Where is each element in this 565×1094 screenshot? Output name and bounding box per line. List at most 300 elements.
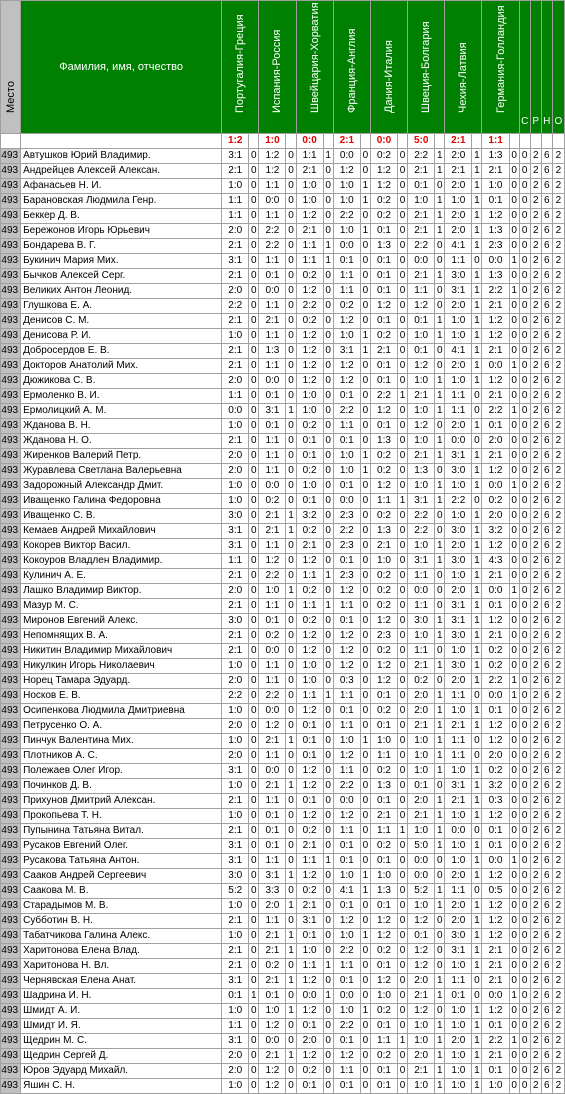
points-cell: 0 [249,404,259,419]
points-cell: 1 [435,1019,445,1034]
points-cell: 1 [472,359,482,374]
stat-cell: 2 [552,824,564,839]
stat-cell: 2 [530,1004,541,1019]
participant-row [1,449,565,464]
participant-row [1,839,565,854]
prediction-cell: 2:1 [408,269,435,284]
points-cell: 1 [472,899,482,914]
place-cell: 493 [1,674,21,689]
points-cell: 0 [323,209,333,224]
points-cell: 0 [323,869,333,884]
place-cell: 493 [1,644,21,659]
place-cell: 493 [1,794,21,809]
participant-name: Сааков Андрей Сергеевич [21,869,222,884]
place-cell: 493 [1,494,21,509]
points-cell: 0 [360,524,370,539]
points-cell: 1 [360,464,370,479]
prediction-cell: 0:2 [370,149,397,164]
participant-name: Жиренков Валерий Петр. [21,449,222,464]
prediction-cell: 0:1 [408,179,435,194]
place-cell: 493 [1,869,21,884]
points-cell: 0 [509,179,519,194]
prediction-cell: 0:2 [370,584,397,599]
stat-cell: 2 [552,314,564,329]
prediction-cell: 1:2 [482,614,509,629]
stat-cell: 2 [552,224,564,239]
prediction-cell: 2:1 [222,959,249,974]
points-cell: 1 [472,194,482,209]
stat-cell: 2 [530,899,541,914]
prediction-cell: 1:0 [445,509,472,524]
stat-cell: 2 [530,779,541,794]
points-cell: 1 [323,989,333,1004]
points-cell: 0 [323,719,333,734]
prediction-cell: 2:2 [222,299,249,314]
prediction-cell: 3:0 [222,509,249,524]
points-cell: 0 [435,509,445,524]
stat-cell: 2 [530,944,541,959]
stat-cell: 0 [519,284,530,299]
prediction-cell: 3:0 [408,614,435,629]
prediction-cell: 1:0 [445,644,472,659]
points-cell: 1 [472,659,482,674]
points-cell: 1 [509,854,519,869]
prediction-cell: 0:2 [259,494,286,509]
points-cell: 0 [398,899,408,914]
points-cell: 0 [249,494,259,509]
points-cell: 0 [249,629,259,644]
points-cell: 0 [323,779,333,794]
participant-row [1,614,565,629]
participant-row [1,254,565,269]
prediction-cell: 1:0 [333,449,360,464]
points-cell: 1 [360,344,370,359]
stat-cell: 6 [541,314,552,329]
prediction-cell: 1:0 [445,959,472,974]
prediction-cell: 2:2 [333,209,360,224]
points-cell: 0 [286,569,296,584]
prediction-cell: 1:0 [445,1019,472,1034]
points-cell: 0 [249,959,259,974]
points-cell: 1 [472,944,482,959]
prediction-cell: 0:1 [296,929,323,944]
prediction-cell: 2:3 [333,539,360,554]
points-cell: 0 [249,974,259,989]
prediction-cell: 2:3 [333,569,360,584]
prediction-cell: 1:2 [296,644,323,659]
prediction-cell: 3:0 [445,659,472,674]
prediction-cell: 0:1 [333,899,360,914]
points-cell: 0 [509,494,519,509]
stat-cell: 0 [519,389,530,404]
points-cell: 0 [286,989,296,1004]
participant-row [1,524,565,539]
prediction-cell: 0:1 [370,959,397,974]
stat-cell: 6 [541,1064,552,1079]
points-cell: 0 [249,1049,259,1064]
participant-row [1,734,565,749]
prediction-cell: 1:2 [370,404,397,419]
stat-cell: 6 [541,869,552,884]
participant-name: Норец Тамара Эдуард. [21,674,222,689]
points-cell: 1 [323,254,333,269]
points-cell: 0 [398,329,408,344]
prediction-cell: 1:0 [222,809,249,824]
points-cell: 0 [286,269,296,284]
prediction-cell: 1:1 [296,254,323,269]
participant-row [1,809,565,824]
points-cell: 0 [360,509,370,524]
prediction-cell: 1:1 [259,854,286,869]
points-cell: 0 [398,299,408,314]
points-cell: 1 [472,779,482,794]
stat-cell: 2 [530,389,541,404]
prediction-cell: 1:2 [370,179,397,194]
points-cell: 0 [398,1064,408,1079]
points-cell: 0 [323,644,333,659]
points-cell: 0 [286,374,296,389]
prediction-cell: 1:1 [222,389,249,404]
participant-row [1,374,565,389]
participant-name: Денисова Р. И. [21,329,222,344]
points-cell: 0 [286,914,296,929]
points-cell: 0 [286,254,296,269]
participant-row [1,539,565,554]
prediction-cell: 3:1 [445,944,472,959]
participant-row [1,749,565,764]
points-cell: 1 [435,899,445,914]
points-cell: 1 [435,194,445,209]
prediction-cell: 2:1 [259,929,286,944]
points-cell: 0 [398,239,408,254]
points-cell: 1 [472,764,482,779]
prediction-cell: 3:1 [445,449,472,464]
points-cell: 0 [323,614,333,629]
prediction-cell: 1:0 [222,659,249,674]
result-cell: 1:2 [222,134,249,149]
prediction-cell: 1:0 [408,629,435,644]
points-cell: 0 [360,959,370,974]
participant-name: Харитонова Н. Вл. [21,959,222,974]
points-cell: 0 [360,599,370,614]
stat-cell: 0 [519,929,530,944]
points-cell: 0 [249,824,259,839]
points-cell: 0 [360,1049,370,1064]
stat-cell: 2 [552,1019,564,1034]
stat-cell: 0 [519,1019,530,1034]
points-cell: 0 [249,794,259,809]
prediction-cell: 1:0 [222,704,249,719]
prediction-cell: 0:1 [333,1079,360,1094]
place-cell: 493 [1,614,21,629]
prediction-cell: 0:1 [370,899,397,914]
prediction-cell: 1:2 [482,314,509,329]
stat-cell: 2 [552,749,564,764]
stat-cell: 6 [541,149,552,164]
prediction-cell: 2:1 [445,719,472,734]
prediction-cell: 2:1 [408,224,435,239]
prediction-cell: 4:1 [445,344,472,359]
points-cell: 1 [472,239,482,254]
stat-cell: 6 [541,509,552,524]
stat-cell: 0 [519,1034,530,1049]
prediction-cell: 3:1 [445,284,472,299]
participant-row [1,944,565,959]
points-cell: 0 [249,149,259,164]
prediction-cell: 1:2 [296,329,323,344]
stat-cell: 2 [530,989,541,1004]
points-cell: 0 [360,974,370,989]
participant-row [1,584,565,599]
stat-cell: 0 [519,554,530,569]
participant-name: Докторов Анатолий Мих. [21,359,222,374]
prediction-cell: 1:0 [445,1049,472,1064]
participant-name: Ермолицкий А. М. [21,404,222,419]
points-cell: 1 [435,1034,445,1049]
stat-cell: 2 [530,1019,541,1034]
prediction-cell: 1:0 [408,824,435,839]
prediction-cell: 1:1 [259,659,286,674]
stat-cell: 2 [552,284,564,299]
prediction-cell: 1:1 [222,209,249,224]
prediction-cell: 0:2 [370,839,397,854]
prediction-cell: 2:0 [296,1034,323,1049]
stat-cell: 6 [541,209,552,224]
points-cell: 0 [323,359,333,374]
points-cell: 0 [360,689,370,704]
points-cell: 0 [323,674,333,689]
points-cell: 0 [323,794,333,809]
result-cell: 2:1 [445,134,472,149]
points-cell: 0 [360,479,370,494]
place-cell: 493 [1,599,21,614]
points-cell: 1 [435,719,445,734]
prediction-cell: 1:0 [333,869,360,884]
points-cell: 0 [360,794,370,809]
stat-cell: 2 [552,479,564,494]
prediction-cell: 2:2 [445,494,472,509]
prediction-cell: 0:1 [370,1019,397,1034]
prediction-cell: 2:1 [259,1049,286,1064]
prediction-cell: 0:1 [333,434,360,449]
points-cell: 0 [435,1004,445,1019]
points-cell: 0 [398,344,408,359]
stat-cell: 2 [552,899,564,914]
points-cell: 1 [435,614,445,629]
prediction-cell: 1:1 [445,884,472,899]
stat-cell: 2 [530,494,541,509]
prediction-cell: 0:1 [370,794,397,809]
participant-row [1,854,565,869]
points-cell: 0 [286,959,296,974]
prediction-cell: 0:1 [333,839,360,854]
points-cell: 0 [360,209,370,224]
prediction-cell: 1:1 [222,194,249,209]
prediction-cell: 0:0 [482,479,509,494]
stat-cell: 2 [552,419,564,434]
prediction-cell: 2:1 [222,644,249,659]
stat-cell: 6 [541,284,552,299]
place-cell: 493 [1,464,21,479]
points-cell: 0 [249,464,259,479]
stat-cell: 2 [552,929,564,944]
points-cell: 1 [472,149,482,164]
stat-cell: 6 [541,344,552,359]
points-cell: 0 [472,494,482,509]
prediction-cell: 0:2 [296,419,323,434]
prediction-cell: 0:2 [296,614,323,629]
prediction-cell: 2:0 [222,464,249,479]
participant-name: Задорожный Александр Дмит. [21,479,222,494]
stat-cell: 6 [541,959,552,974]
stat-cell: 2 [552,149,564,164]
points-cell: 0 [398,959,408,974]
points-cell: 0 [360,269,370,284]
points-cell: 0 [435,779,445,794]
points-cell: 1 [509,989,519,1004]
prediction-cell: 0:2 [296,314,323,329]
points-cell: 1 [509,689,519,704]
points-cell: 1 [509,284,519,299]
points-cell: 1 [435,1049,445,1064]
points-cell: 1 [435,404,445,419]
points-cell: 1 [360,734,370,749]
prediction-cell: 0:2 [296,524,323,539]
points-cell: 0 [360,554,370,569]
stat-cell: 2 [552,179,564,194]
prediction-cell: 1:0 [333,329,360,344]
points-cell: 0 [249,749,259,764]
prediction-cell: 0:0 [408,584,435,599]
prediction-cell: 1:2 [333,749,360,764]
prediction-cell: 2:0 [222,584,249,599]
stat-cell: 0 [519,539,530,554]
stat-cell: 6 [541,389,552,404]
prediction-cell: 1:2 [370,929,397,944]
place-cell: 493 [1,314,21,329]
prediction-cell: 1:0 [222,419,249,434]
prediction-cell: 2:1 [482,344,509,359]
prediction-cell: 0:2 [296,824,323,839]
points-cell: 1 [472,314,482,329]
prediction-cell: 1:2 [408,914,435,929]
stat-cell: 2 [552,869,564,884]
points-cell: 0 [323,974,333,989]
prediction-cell: 1:2 [370,914,397,929]
prediction-cell: 1:1 [259,359,286,374]
points-cell: 0 [286,359,296,374]
prediction-cell: 0:3 [333,674,360,689]
place-cell: 493 [1,884,21,899]
points-cell: 0 [323,449,333,464]
stat-cell: 2 [552,764,564,779]
points-cell: 0 [323,419,333,434]
prediction-cell: 1:2 [296,704,323,719]
stat-cell: 0 [519,404,530,419]
participant-row [1,629,565,644]
prediction-cell: 0:0 [408,254,435,269]
stat-cell: 2 [530,149,541,164]
prediction-cell: 1:2 [408,419,435,434]
prediction-cell: 2:1 [296,539,323,554]
prediction-cell: 1:0 [333,464,360,479]
points-cell: 1 [286,944,296,959]
prediction-cell: 2:2 [333,779,360,794]
points-cell: 0 [509,809,519,824]
participant-row [1,329,565,344]
points-cell: 0 [360,494,370,509]
points-cell: 0 [249,224,259,239]
prediction-cell: 0:0 [408,854,435,869]
stat-cell: 0 [519,719,530,734]
prediction-cell: 1:1 [333,719,360,734]
prediction-cell: 1:2 [296,764,323,779]
prediction-cell: 3:2 [482,779,509,794]
points-cell: 0 [286,344,296,359]
points-cell: 1 [360,884,370,899]
prediction-cell: 0:1 [370,359,397,374]
points-cell: 1 [472,809,482,824]
points-cell: 1 [472,794,482,809]
stat-cell: 2 [530,809,541,824]
prediction-cell: 3:1 [222,254,249,269]
prediction-cell: 1:0 [482,1079,509,1094]
stat-cell: 2 [530,434,541,449]
stat-cell: 2 [552,1049,564,1064]
prediction-cell: 0:2 [296,269,323,284]
prediction-cell: 0:2 [370,764,397,779]
points-cell: 0 [323,629,333,644]
points-cell: 1 [360,224,370,239]
points-cell: 0 [323,704,333,719]
stat-cell: 6 [541,704,552,719]
prediction-cell: 2:0 [222,719,249,734]
stat-cell: 2 [552,884,564,899]
place-cell: 493 [1,374,21,389]
prediction-cell: 1:1 [296,959,323,974]
points-cell: 1 [435,314,445,329]
points-cell: 1 [472,959,482,974]
actual-results-row [1,134,565,149]
points-cell: 0 [509,644,519,659]
stat-cell: 6 [541,794,552,809]
stat-cell: 2 [530,179,541,194]
points-cell: 0 [435,929,445,944]
participant-row [1,359,565,374]
place-cell: 493 [1,389,21,404]
points-cell: 0 [472,734,482,749]
prediction-cell: 2:1 [259,509,286,524]
place-cell: 493 [1,749,21,764]
points-cell: 0 [509,464,519,479]
prediction-cell: 3:0 [222,614,249,629]
points-cell: 0 [398,419,408,434]
prediction-cell: 0:2 [370,329,397,344]
participant-name: Прихунов Дмитрий Алексан. [21,794,222,809]
prediction-cell: 0:1 [482,704,509,719]
points-cell: 0 [435,284,445,299]
prediction-cell: 1:2 [296,1049,323,1064]
points-cell: 0 [286,839,296,854]
prediction-cell: 2:0 [408,689,435,704]
points-cell: 0 [249,314,259,329]
prediction-cell: 1:0 [408,1034,435,1049]
stat-cell: 2 [552,659,564,674]
stat-cell: 6 [541,434,552,449]
points-cell: 0 [509,794,519,809]
prediction-cell: 1:0 [370,734,397,749]
prediction-cell: 1:2 [259,719,286,734]
